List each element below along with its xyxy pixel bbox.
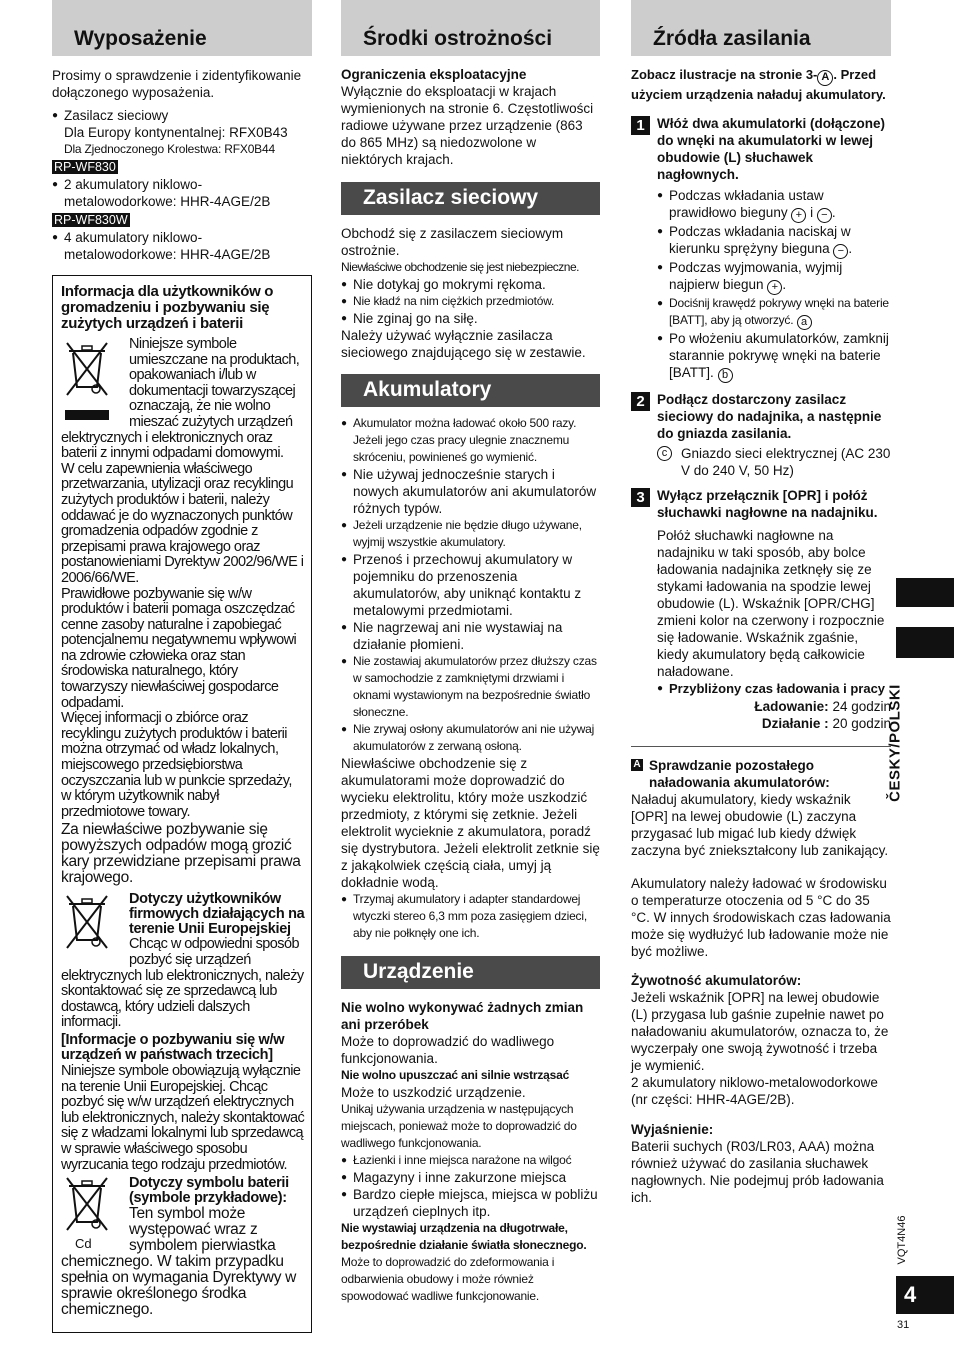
adapter-warn: Niewłaściwe obchodzenie się jest niebezpieczne.: [341, 260, 579, 274]
divider: [631, 746, 891, 747]
step-3: [631, 487, 891, 732]
section-title: Środki ostrożności: [363, 27, 553, 50]
weee-symbol-row: [61, 337, 305, 462]
band-device: [341, 956, 600, 989]
band-batteries: [341, 374, 600, 407]
env-text: Akumulatory należy ładować w środowisku o temperaturze otoczenia od 5 °C do 35 °C. W innych środowiskach czas ładowania może się wydłużyć lub ładowanie może nie być możliwe.: [631, 876, 891, 959]
list-item: ● Magazyny i inne zakurzone miejsca: [341, 1169, 600, 1186]
batteries-text: Niewłaściwe obchodzenie się z akumulatorami może doprowadzić do wycieku elektrolitu, który może uszkodzić przedmioty, z którymi się zetknie. Jeżeli elektrolit wycieknie z akumulatora, poradź się dystrybutora. Jeżeli elektrolit zetknie się z jakąkolwiek częścią ciała, umyj ją dokładnie wodą.: [341, 756, 600, 890]
page-number-small: 31: [897, 1319, 910, 1331]
list-item: ● 4 akumulatory niklowo-: [52, 229, 312, 246]
step-number: 2: [631, 392, 650, 411]
column-equipment: [52, 0, 312, 1333]
step-2: [631, 391, 891, 479]
item-text: Po włożeniu akumulatorków, zamknij starannie pokrywę wnęki na baterie [BATT].: [669, 331, 889, 380]
list-item: ● Bardzo ciepłe miejsca, miejsca w pobliżu urządzeń cieplnych itp.: [341, 1186, 600, 1220]
check-heading: [631, 757, 891, 791]
marker-A-icon: A: [631, 759, 643, 771]
adapter-outro: Należy używać wyłącznie zasilacza sieciowego znajdującego się w zestawie.: [341, 328, 586, 360]
list-item-cont: metalowodorkowe: HHR-4AGE/2B: [64, 247, 271, 262]
device-section: [341, 999, 600, 1305]
list-item: ● Nie zostawiaj akumulatorów przez dłuższy czas w samochodzie z zamkniętymi drzwiami i oknami wystawionym na bezpośrednie światło słoneczne.: [341, 653, 600, 721]
column-precautions: [341, 0, 600, 1305]
step-number: 3: [631, 488, 650, 507]
check-text: Naładuj akumulatory, kiedy wskaźnik [OPR] na lewej obudowie (L) zaczyna przygasać lub migać lub kiedy dźwięk zaczyna być zniekształcony lub zanikający.: [631, 792, 889, 858]
step-title: Podłącz dostarczony zasilacz sieciowy do nadajnika, a następnie do gniazda zasilania.: [657, 392, 882, 441]
list-item: ● Zasilacz sieciowy: [52, 107, 312, 124]
doc-code-label: VQT4N46: [896, 1215, 908, 1265]
intro-text: Zobacz ilustracje na stronie 3-: [631, 67, 818, 82]
weee-title: Informacja dla użytkowników o gromadzeniu i pozbywaniu się zużytych urządzeń i baterii: [61, 283, 274, 332]
life-text: Jeżeli wskaźnik [OPR] na lewej obudowie (L) przygasa lub gaśnie zupełnie nawet po naładowaniu akumulatorów, oznacza to, że wyczerpały one swoją żywotność i trzeba je wymienić.: [631, 990, 889, 1073]
list-item: ● Nie kładź na nim ciężkich przedmiotów.: [341, 293, 600, 310]
section-title: Źródła zasilania: [653, 27, 811, 50]
list-item: ● Podczas wyjmowania, wyjmij najpierw biegun + .: [657, 259, 891, 295]
side-tab-block: [896, 578, 954, 607]
step-1-list: [657, 187, 891, 383]
explanation-text: Baterii suchych (R03/LR03, AAA) można również używać do zasilania słuchawek nagłownych. Nie podejmuj prób ładowania ich.: [631, 1139, 884, 1205]
list-item: [657, 295, 891, 330]
step-title: Wyłącz przełącznik [OPR] i połóż słuchawki nagłowne na nadajniku.: [657, 488, 878, 520]
column-power-sources: [631, 0, 891, 1206]
marker-c-icon: c: [657, 446, 672, 461]
crossed-bin-icon-svg: [61, 892, 113, 950]
band-title: Akumulatory: [363, 378, 492, 401]
weee-third-text: Niniejsze symbole obowiązują wyłącznie na terenie Unii Europejskiej. Chcąc pozbyć się w/w urządzeń elektrycznych lub elektronicznych, należy skontaktować się z władzami lokalnymi lub sprzedawcą w sprawie właściwego sposobu wyrzucania tego rodzaju przedmiotów.: [61, 1062, 305, 1173]
device-text: Unikaj używania urządzenia w następujących miejscach, ponieważ może to doprowadzić do wadliwego funkcjonowania.: [341, 1102, 577, 1150]
step-title: Włóż dwa akumulatorki (dołączone) do wnęki na akumulatorki w lewej obudowie (L) słuchawek nagłownych.: [657, 116, 886, 182]
equipment-intro: Prosimy o sprawdzenie i zidentyfikowanie dołączonego wyposażenia.: [52, 68, 302, 100]
band-title: Zasilacz sieciowy: [363, 186, 539, 209]
list-item: ● Przenoś i przechowuj akumulatory w pojemniku do przenoszenia akumulatorów, aby uniknąć kontaktu z metalowymi przedmiotami.: [341, 551, 600, 619]
device-text: Może to uszkodzić urządzenie.: [341, 1085, 526, 1100]
marker-b-icon: b: [718, 368, 733, 383]
list-item: ● Nie zginaj go na siłę.: [341, 310, 600, 327]
list-item: ● Nie dotykaj go mokrymi rękoma.: [341, 276, 600, 293]
weee-text-1b: elektrycznych i elektronicznych oraz baterii z innymi odpadami domowymi.: [61, 429, 284, 462]
work-time: [657, 715, 891, 732]
weee-battery-title: Dotyczy symbolu baterii (symbole przykładowe):: [129, 1175, 289, 1207]
page-number-box: [896, 1276, 954, 1314]
item-text: Podczas wkładania ustaw prawidłowo bieguny: [669, 188, 824, 220]
power-intro: [631, 66, 891, 103]
model-badge: RP-WF830: [54, 160, 116, 174]
list-item: ● Podczas wkładania ustaw prawidłowo bieguny + i − .: [657, 187, 891, 223]
adapter-eu: Dla Europy kontynentalnej: RFX0B43: [64, 125, 288, 140]
device-heading: Nie wolno upuszczać ani silnie wstrząsać: [341, 1068, 570, 1082]
item-text: Dociśnij krawędź pokrywy wnęki na baterie [BATT], aby ją otworzyć.: [669, 296, 889, 327]
charge-value: 24 godzin: [832, 699, 891, 714]
socket-note: [657, 445, 891, 479]
section-header-equipment: [52, 0, 312, 56]
item-text: i: [810, 205, 814, 220]
life-title: Żywotność akumulatorów:: [631, 973, 802, 988]
language-tab: [880, 663, 910, 823]
list-item: ● Jeżeli urządzenie nie będzie długo używane, wyjmij wszystkie akumulatory.: [341, 517, 600, 551]
weee-third-title: [Informacje o pozbywaniu się w/w urządzeń w państwach trzecich]: [61, 1031, 285, 1064]
explanation-title: Wyjaśnienie:: [631, 1122, 714, 1137]
device-text: Może to doprowadzić do wadliwego funkcjonowania.: [341, 1034, 555, 1066]
list-item-cont: metalowodorkowe: HHR-4AGE/2B: [64, 194, 271, 209]
crossed-bin-icon: [61, 337, 121, 420]
plus-icon: +: [791, 208, 806, 223]
item-text: Podczas wyjmowania, wyjmij najpierw biegun: [669, 260, 843, 292]
batteries-list: [341, 415, 600, 942]
list-item: ● Nie nagrzewaj ani nie wystawiaj na działanie płomieni.: [341, 619, 600, 653]
step-1: [631, 115, 891, 383]
weee-eu-title: Dotyczy użytkowników firmowych działających na terenie Unii Europejskiej: [129, 891, 305, 938]
device-heading: Nie wystawiaj urządzenia na długotrwałe, bezpośrednie działanie światła słonecznego.: [341, 1221, 587, 1252]
list-item: ● 2 akumulatory niklowo-: [52, 176, 312, 193]
item-text: Gniazdo sieci elektrycznej (AC 230 V do 240 V, 50 Hz): [681, 446, 891, 478]
limits-text: Wyłącznie do eksploatacji w krajach wymienionych na stronie 6. Częstotliwości radiowe używane przez urządzenie (863 do 865 MHz) są niedozwolone w niektórych krajach.: [341, 84, 594, 167]
section-header-power: [631, 0, 891, 56]
work-label: Działanie :: [761, 716, 829, 731]
charge-label: Ładowanie:: [754, 699, 829, 714]
charge-time: [657, 698, 891, 715]
plus-icon: +: [767, 280, 782, 295]
weee-text-2: W celu zapewnienia właściwego przetwarzania, utylizacji oraz recyklingu zużytych produktów i baterii, należy oddawać je do wyznaczonych punktów gromadzenia odpadów zgodnie z przepisami prawa krajowego oraz postanowieniami Dyrektyw 2002/96/WE i 2006/66/WE.: [61, 460, 304, 586]
crossed-bin-icon-svg: [61, 337, 113, 399]
minus-icon: −: [833, 244, 848, 259]
underline-bar: [65, 410, 109, 420]
step-number: 1: [631, 116, 650, 135]
cd-label: Cd: [75, 1236, 92, 1252]
weee-text-3: Prawidłowe pozbywanie się w/w produktów i baterii pomaga oszczędzać cenne zasoby naturalne i zapobiegać potencjalnemu negatywnemu wpływowi na zdrowie człowieka oraz stan środowiska naturalnego, który towarzyszy niewłaściwej gospodarce odpadami.: [61, 585, 297, 711]
adapter-uk: Dla Zjednoczonego Krolestwa: RFX0B44: [64, 142, 275, 156]
section-title: Wyposażenie: [74, 27, 207, 50]
weee-eu-row: [61, 892, 305, 1031]
minus-icon: −: [817, 208, 832, 223]
step-3-text: Połóż słuchawki nagłowne na nadajniku w taki sposób, aby bolce ładowania nadajnika zetknęły się ze stykami ładowania na spodzie lewej obudowie (L). Wskaźnik [OPR/CHG] zmieni kolor na czerwony i rozpocznie się ładowanie. Wskaźnik zgaśnie, kiedy akumulatory będą całkowicie naładowane.: [657, 528, 885, 679]
list-item: [657, 330, 891, 383]
list-item: ● Trzymaj akumulatory i adapter standardowej wtyczki stereo 6,3 mm poza zasięgiem dzieci, aby nie połknęły one ich.: [341, 891, 600, 942]
list-item: ● Łazienki i inne miejsca narażone na wilgoć: [341, 1152, 600, 1169]
adapter-intro: Obchodź się z zasilaczem sieciowym ostrożnie.: [341, 226, 564, 258]
section-header-precautions: [341, 0, 600, 56]
weee-info-box: [52, 275, 312, 1333]
equipment-list: [52, 107, 312, 263]
weee-eu-text: Chcąc w odpowiedni sposób pozbyć się urządzeń elektrycznych lub elektronicznych, należy skontaktować się ze sprzedawcą lub dostawcą, który udzieli dalszych informacji.: [61, 936, 304, 1031]
limits-title: Ograniczenia eksploatacyjne: [341, 67, 527, 82]
device-text: Może to doprowadzić do zdeformowania i odbarwienia obudowy i może również spowodować wadliwe funkcjonowanie.: [341, 1255, 555, 1303]
work-value: 20 godzin: [832, 716, 891, 731]
page-number-big: 4: [904, 1282, 917, 1307]
model-badge: RP-WF830W: [54, 213, 128, 227]
list-item: ● Nie używaj jednocześnie starych i nowych akumulatorów ani akumulatorów różnych typów.: [341, 466, 600, 517]
device-heading: Nie wolno wykonywać żadnych zmian ani przeróbek: [341, 1000, 584, 1032]
side-tab-block: [896, 627, 954, 658]
list-item: ● Przybliżony czas ładowania i pracy: [657, 680, 891, 697]
list-item: ● Podczas wkładania naciskaj w kierunku sprężyny bieguna − .: [657, 223, 891, 259]
crossed-bin-icon-svg: [61, 1176, 113, 1232]
weee-battery-row: [61, 1176, 305, 1318]
life-text-2: 2 akumulatory niklowo-metalowodorkowe (nr części: HHR-4AGE/2B).: [631, 1075, 878, 1107]
band-adapter: [341, 182, 600, 215]
crossed-bin-cd-icon: [61, 1176, 121, 1251]
marker-a-icon: a: [797, 315, 812, 330]
item-text: Podczas wkładania naciskaj w kierunku sprężyny bieguna: [669, 224, 851, 256]
list-item: ● Akumulator można ładować około 500 razy. Jeżeli jego czas pracy ulegnie znacznemu skróceniu, powinieneś go wymienić.: [341, 415, 600, 466]
crossed-bin-icon: [61, 892, 121, 955]
weee-text-5: Za niewłaściwe pozbywanie się powyższych odpadów mogą grozić kary przewidziane przepisami prawa krajowego.: [61, 821, 301, 887]
band-title: Urządzenie: [363, 960, 474, 983]
weee-text-1a: Niniejsze symbole umieszczane na produktach, opakowaniach i/lub w dokumentacji towarzyszącej oznaczają, że nie wolno mieszać zużytych urządzeń: [129, 336, 300, 430]
intro-text: . Przed użyciem urządzenia naładuj akumulatory.: [631, 67, 886, 102]
list-item: ● Nie zrywaj osłony akumulatorów ani nie używaj akumulatorów z zerwaną osłoną.: [341, 721, 600, 755]
language-label: ČESKY/POLSKI: [886, 684, 904, 802]
check-title: Sprawdzanie pozostałego naładowania akumulatorów:: [649, 758, 830, 790]
figure-ref-icon: A: [817, 70, 833, 86]
doc-code: [890, 1205, 914, 1275]
weee-text-4: Więcej informacji o zbiórce oraz recyklingu zużytych produktów i baterii można otrzymać od władz lokalnych, miejscowego przedsiębiorstwa oczyszczania lub w punkcie sprzedaży, w którym użytkownik nabył przedmiotowe towary.: [61, 710, 292, 820]
weee-battery-text: Ten symbol może występować wraz z symbolem pierwiastka chemicznego. W takim przypadku spełnia on wymagania Dyrektywy w sprawie określonego środka chemicznego.: [61, 1205, 297, 1319]
